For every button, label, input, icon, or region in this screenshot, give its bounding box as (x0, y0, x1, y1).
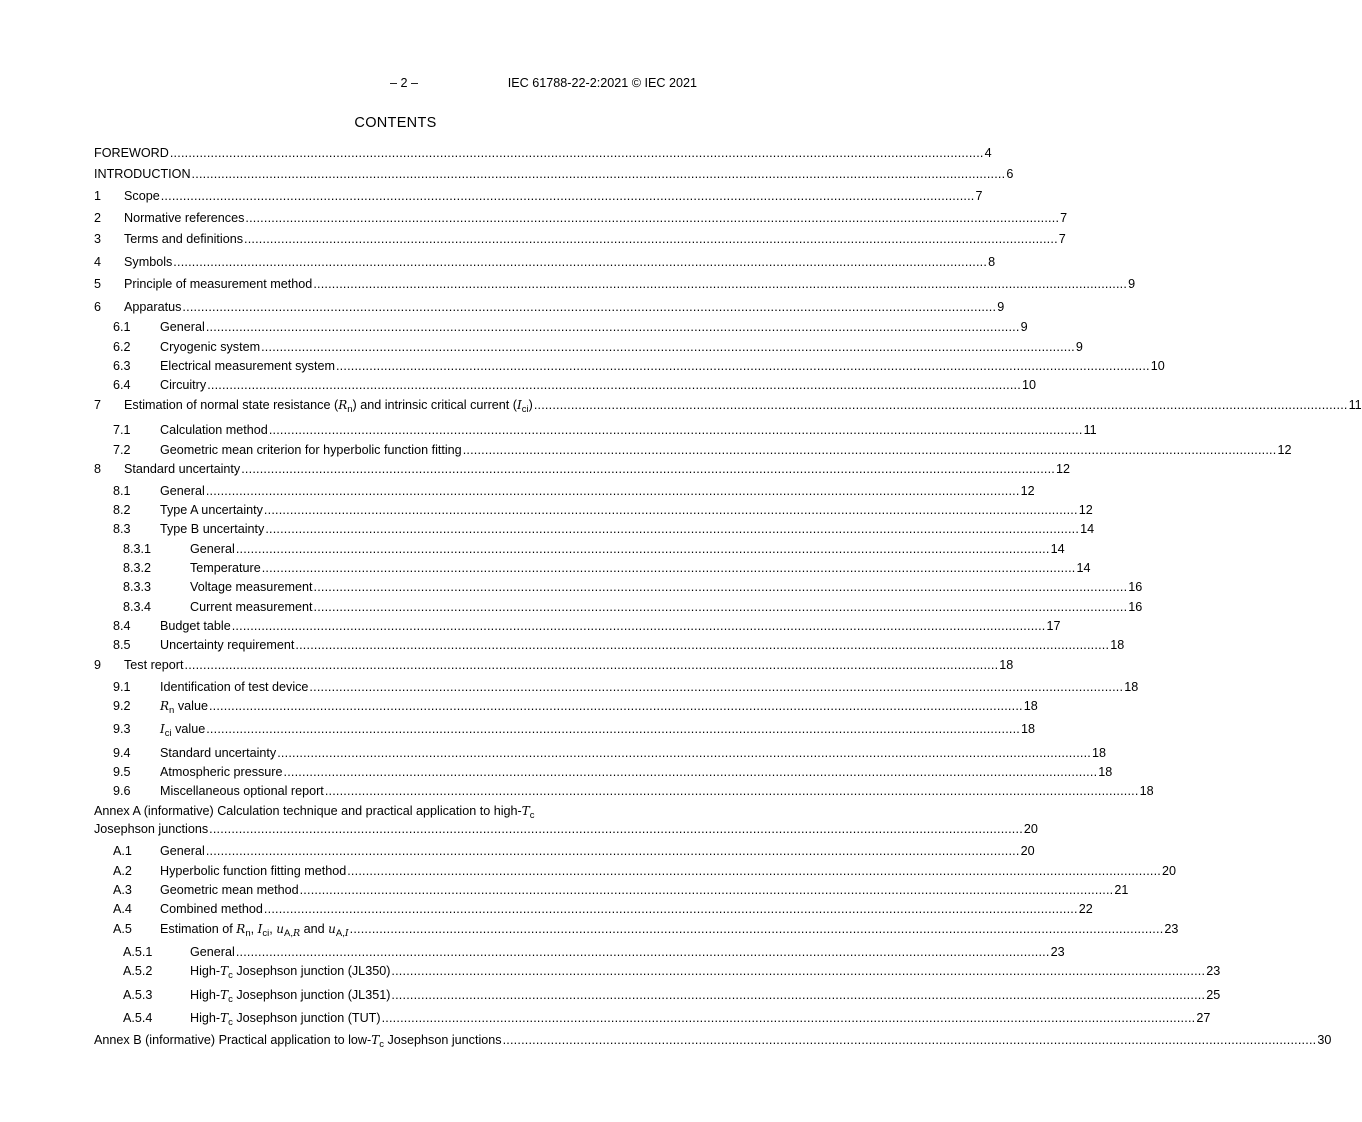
toc-entry-title: Principle of measurement method (124, 277, 313, 291)
toc-entry-number: 6.4 (113, 378, 131, 392)
toc-entry-title: Budget table (160, 619, 231, 633)
toc-entry[interactable] (94, 578, 1143, 596)
toc-entry[interactable] (94, 920, 1179, 939)
toc-entry-page: 12 (1056, 462, 1071, 476)
toc-dot-leader: ............................................................................................................................................................................................................................ (347, 864, 1161, 878)
toc-entry[interactable] (94, 144, 992, 162)
toc-entry[interactable] (94, 376, 1036, 394)
toc-entry[interactable] (94, 900, 1093, 918)
toc-entry-number: A.1 (113, 844, 132, 858)
toc-dot-leader: ............................................................................................................................................................................................................................ (391, 988, 1206, 1002)
toc-entry-number: 9 (94, 658, 102, 672)
toc-entry[interactable] (94, 165, 1014, 183)
toc-dot-leader: ............................................................................................................................................................................................................................ (209, 822, 1023, 836)
toc-entry-page: 9 (1020, 320, 1028, 334)
toc-entry-number: 8.3 (113, 522, 131, 536)
toc-entry-title: Josephson junctions (94, 822, 209, 836)
toc-entry-page: 18 (1124, 680, 1139, 694)
toc-dot-leader: ............................................................................................................................................................................................................................ (299, 883, 1114, 897)
toc-entry-title: Miscellaneous optional report (160, 784, 324, 798)
toc-entry-page: 11 (1348, 398, 1362, 412)
toc-entry-number: A.5.2 (123, 964, 153, 978)
toc-entry-title: Uncertainty requirement (160, 638, 295, 652)
toc-entry-page: 23 (1164, 922, 1179, 936)
toc-entry-number: 9.3 (113, 722, 131, 736)
toc-entry-page: 14 (1050, 542, 1065, 556)
toc-entry-page: 9 (1128, 277, 1136, 291)
toc-entry[interactable] (94, 986, 1221, 1005)
toc-entry-title: General (190, 542, 235, 556)
toc-entry[interactable] (94, 540, 1065, 558)
toc-entry-page: 18 (1021, 722, 1036, 736)
toc-entry-number: 7 (94, 398, 102, 412)
toc-entry-number: 6.1 (113, 320, 131, 334)
toc-entry[interactable] (94, 357, 1165, 375)
toc-entry-page: 6 (1006, 167, 1014, 181)
toc-entry-title: Type B uncertainty (160, 522, 265, 536)
toc-entry-title: $R_n$ value (160, 699, 208, 716)
toc-entry-number: 8.4 (113, 619, 131, 633)
toc-entry-number: 6 (94, 300, 102, 314)
toc-dot-leader: ............................................................................................................................................................................................................................ (184, 658, 999, 672)
toc-entry[interactable] (94, 230, 1066, 248)
toc-dot-leader: ............................................................................................................................................................................................................................ (295, 638, 1110, 652)
toc-entry-title: Voltage measurement (190, 580, 313, 594)
toc-entry-title: Standard uncertainty (124, 462, 241, 476)
toc-dot-leader: ............................................................................................................................................................................................................................ (208, 699, 1023, 713)
toc-entry-title: Geometric mean criterion for hyperbolic function fitting (160, 443, 462, 457)
toc-entry-page: 16 (1128, 600, 1143, 614)
toc-dot-leader: ............................................................................................................................................................................................................................ (206, 722, 1021, 736)
toc-entry-page: 14 (1080, 522, 1095, 536)
toc-entry-page: 21 (1114, 883, 1129, 897)
toc-entry-page: 9 (1075, 340, 1083, 354)
toc-entry-number: 8.3.1 (123, 542, 152, 556)
toc-entry-number: 7.2 (113, 443, 131, 457)
toc-dot-leader: ............................................................................................................................................................................................................................ (462, 443, 1277, 457)
toc-entry-page: 10 (1021, 378, 1036, 392)
toc-dot-leader: ............................................................................................................................................................................................................................ (182, 300, 997, 314)
toc-entry[interactable] (94, 482, 1035, 500)
toc-entry-page: 8 (988, 255, 996, 269)
toc-dot-leader: ............................................................................................................................................................................................................................ (261, 561, 1076, 575)
toc-entry-page: 20 (1023, 822, 1038, 836)
toc-entry-number: A.5.1 (123, 945, 153, 959)
page-number: – 2 – (390, 76, 419, 90)
toc-entry-page: 25 (1206, 988, 1221, 1002)
toc-entry-page: 18 (1139, 784, 1154, 798)
toc-entry-page: 11 (1083, 423, 1097, 437)
toc-entry-title: Terms and definitions (124, 232, 244, 246)
toc-entry[interactable] (94, 656, 1014, 674)
toc-entry-number: 8.2 (113, 503, 131, 517)
toc-entry[interactable] (94, 559, 1091, 577)
toc-entry[interactable] (94, 275, 1136, 293)
toc-entry-title: Annex B (informative) Practical application to low-$T_c$ Josephson junctions (94, 1033, 502, 1050)
toc-dot-leader: ............................................................................................................................................................................................................................ (263, 503, 1078, 517)
toc-entry-title: Apparatus (124, 300, 182, 314)
toc-entry-page: 10 (1150, 359, 1165, 373)
toc-entry-title: Estimation of $R_n$, $I_{ci}$, $u_{A,R}$ and $u_{A,I}$ (160, 922, 349, 939)
toc-dot-leader: ............................................................................................................................................................................................................................ (283, 765, 1098, 779)
toc-dot-leader: ............................................................................................................................................................................................................................ (533, 398, 1348, 412)
toc-dot-leader: ............................................................................................................................................................................................................................ (381, 1011, 1196, 1025)
toc-entry-title: Temperature (190, 561, 261, 575)
toc-entry[interactable] (94, 460, 1071, 478)
toc-dot-leader: ............................................................................................................................................................................................................................ (313, 277, 1128, 291)
toc-entry-page: 14 (1076, 561, 1091, 575)
toc-entry-number: A.4 (113, 902, 132, 916)
toc-entry-title: General (160, 844, 205, 858)
toc-entry-page: 16 (1128, 580, 1143, 594)
toc-dot-leader: ............................................................................................................................................................................................................................ (205, 844, 1020, 858)
toc-entry-number: A.5.3 (123, 988, 153, 1002)
toc-entry[interactable] (94, 842, 1035, 860)
toc-entry-number: 6.2 (113, 340, 131, 354)
toc-entry-number: 8.5 (113, 638, 131, 652)
toc-entry[interactable] (94, 441, 1292, 459)
toc-entry[interactable] (94, 720, 1036, 739)
toc-entry-page: 18 (1110, 638, 1125, 652)
toc-entry-page: 18 (1098, 765, 1113, 779)
toc-entry[interactable] (94, 881, 1129, 899)
toc-entry-number: 7.1 (113, 423, 131, 437)
toc-entry-number: 9.6 (113, 784, 131, 798)
toc-entry-number: 9.1 (113, 680, 131, 694)
toc-entry-title: High-$T_c$ Josephson junction (TUT) (190, 1011, 381, 1028)
toc-entry[interactable] (94, 962, 1221, 981)
toc-entry-number: 8.3.2 (123, 561, 152, 575)
toc-entry[interactable] (94, 209, 1068, 227)
toc-entry-number: 8.3.3 (123, 580, 152, 594)
toc-entry-page: 20 (1020, 844, 1035, 858)
toc-entry-title: High-$T_c$ Josephson junction (JL350) (190, 964, 391, 981)
toc-dot-leader: ............................................................................................................................................................................................................................ (173, 255, 988, 269)
toc-entry-page: 18 (1023, 699, 1038, 713)
toc-entry-number: 9.5 (113, 765, 131, 779)
toc-entry-title: Estimation of normal state resistance $(R_n)$ and intrinsic critical current $(I_{ci})$ (124, 398, 533, 415)
toc-entry[interactable] (94, 943, 1065, 961)
toc-entry[interactable] (94, 697, 1038, 716)
toc-dot-leader: ............................................................................................................................................................................................................................ (235, 542, 1050, 556)
toc-dot-leader: ............................................................................................................................................................................................................................ (313, 600, 1128, 614)
toc-dot-leader: ............................................................................................................................................................................................................................ (313, 580, 1128, 594)
toc-entry-page: 22 (1078, 902, 1093, 916)
toc-entry-number: 9.2 (113, 699, 131, 713)
toc-dot-leader: ............................................................................................................................................................................................................................ (241, 462, 1055, 476)
toc-dot-leader: ............................................................................................................................................................................................................................ (349, 922, 1164, 936)
toc-dot-leader: ............................................................................................................................................................................................................................ (502, 1033, 1317, 1047)
toc-entry-page: 30 (1317, 1033, 1332, 1047)
toc-entry-title: General (160, 484, 205, 498)
toc-entry[interactable] (94, 421, 1097, 439)
toc-entry[interactable] (94, 1009, 1211, 1028)
toc-dot-leader: ............................................................................................................................................................................................................................ (335, 359, 1150, 373)
toc-dot-leader: ............................................................................................................................................................................................................................ (207, 378, 1021, 392)
toc-dot-leader: ............................................................................................................................................................................................................................ (231, 619, 1046, 633)
toc-entry-page: 9 (997, 300, 1005, 314)
toc-entry-number: A.5.4 (123, 1011, 153, 1025)
toc-entry-page: 7 (1058, 232, 1066, 246)
toc-entry-number: 8 (94, 462, 102, 476)
toc-entry-title: Electrical measurement system (160, 359, 335, 373)
toc-entry-title: Identification of test device (160, 680, 309, 694)
toc-entry-title: Calculation method (160, 423, 268, 437)
toc-entry-page: 23 (1206, 964, 1221, 978)
toc-dot-leader: ............................................................................................................................................................................................................................ (169, 146, 984, 160)
toc-entry[interactable] (94, 744, 1107, 762)
toc-entry[interactable] (94, 782, 1154, 800)
toc-entry-number: 8.3.4 (123, 600, 152, 614)
toc-dot-leader: ............................................................................................................................................................................................................................ (244, 232, 1058, 246)
toc-entry[interactable] (94, 802, 1038, 836)
toc-dot-leader: ............................................................................................................................................................................................................................ (235, 945, 1050, 959)
toc-entry[interactable] (94, 636, 1125, 654)
toc-entry-number: 1 (94, 189, 102, 203)
toc-entry-number: 8.1 (113, 484, 131, 498)
toc-entry-title-first-line: Annex A (informative) Calculation technique and practical application to high-$T_c$ (94, 804, 535, 821)
toc-entry[interactable] (94, 617, 1061, 635)
toc-entry-page: 7 (1060, 211, 1068, 225)
toc-entry[interactable] (94, 338, 1083, 356)
toc-entry-page: 17 (1046, 619, 1061, 633)
toc-entry-title: Test report (124, 658, 184, 672)
contents-title: CONTENTS (354, 115, 437, 131)
toc-entry-page: 7 (975, 189, 983, 203)
toc-entry-page: 18 (999, 658, 1014, 672)
toc-dot-leader: ............................................................................................................................................................................................................................ (391, 964, 1206, 978)
toc-dot-leader: ............................................................................................................................................................................................................................ (268, 423, 1083, 437)
toc-entry-number: 4 (94, 255, 102, 269)
toc-entry-title: Symbols (124, 255, 173, 269)
toc-entry-title: General (160, 320, 205, 334)
toc-entry[interactable] (94, 598, 1143, 616)
toc-entry[interactable] (94, 187, 983, 205)
toc-entry-title: Standard uncertainty (160, 746, 277, 760)
toc-entry-title: High-$T_c$ Josephson junction (JL351) (190, 988, 391, 1005)
toc-entry-number: A.2 (113, 864, 132, 878)
toc-entry-page: 18 (1092, 746, 1107, 760)
toc-entry-number: 3 (94, 232, 102, 246)
toc-entry-page: 4 (984, 146, 992, 160)
toc-entry-page: 20 (1162, 864, 1177, 878)
toc-dot-leader: ............................................................................................................................................................................................................................ (261, 340, 1075, 354)
toc-entry[interactable] (94, 678, 1139, 696)
toc-entry[interactable] (94, 298, 1005, 316)
toc-dot-leader: ............................................................................................................................................................................................................................ (205, 484, 1020, 498)
toc-entry-page: 12 (1277, 443, 1292, 457)
toc-dot-leader: ............................................................................................................................................................................................................................ (324, 784, 1139, 798)
toc-entry-page: 23 (1050, 945, 1065, 959)
toc-entry-page: 12 (1078, 503, 1093, 517)
toc-entry-title: Combined method (160, 902, 263, 916)
toc-dot-leader: ............................................................................................................................................................................................................................ (205, 320, 1020, 334)
toc-entry-title: Scope (124, 189, 160, 203)
toc-entry-page: 12 (1020, 484, 1035, 498)
toc-entry-title: Current measurement (190, 600, 313, 614)
toc-entry[interactable] (94, 862, 1177, 880)
toc-entry-title: Normative references (124, 211, 245, 225)
toc-entry[interactable] (94, 763, 1113, 781)
toc-entry-number: A.3 (113, 883, 132, 897)
toc-entry-title: INTRODUCTION (94, 167, 191, 181)
toc-entry-page: 27 (1196, 1011, 1211, 1025)
toc-entry-number: A.5 (113, 922, 132, 936)
toc-dot-leader: ............................................................................................................................................................................................................................ (277, 746, 1091, 760)
toc-entry[interactable] (94, 318, 1028, 336)
toc-entry-number: 6.3 (113, 359, 131, 373)
toc-entry-title: Type A uncertainty (160, 503, 263, 517)
toc-entry-title: Hyperbolic function fitting method (160, 864, 347, 878)
toc-dot-leader: ............................................................................................................................................................................................................................ (265, 522, 1080, 536)
toc-entry[interactable] (94, 253, 996, 271)
toc-entry-number: 5 (94, 277, 102, 291)
toc-entry[interactable] (94, 1031, 1332, 1050)
toc-entry-title: Circuitry (160, 378, 207, 392)
toc-entry-title: $I_{ci}$ value (160, 722, 206, 739)
toc-entry-title: FOREWORD (94, 146, 169, 160)
toc-dot-leader: ............................................................................................................................................................................................................................ (245, 211, 1060, 225)
toc-entry-title: Cryogenic system (160, 340, 261, 354)
toc-dot-leader: ............................................................................................................................................................................................................................ (309, 680, 1124, 694)
toc-dot-leader: ............................................................................................................................................................................................................................ (160, 189, 975, 203)
toc-entry[interactable] (94, 520, 1095, 538)
toc-dot-leader: ............................................................................................................................................................................................................................ (263, 902, 1078, 916)
toc-dot-leader: ............................................................................................................................................................................................................................ (191, 167, 1006, 181)
toc-entry-number: 9.4 (113, 746, 131, 760)
document-reference: IEC 61788-22-2:2021 © IEC 2021 (507, 76, 697, 90)
toc-entry-title: General (190, 945, 235, 959)
toc-entry-title: Atmospheric pressure (160, 765, 283, 779)
toc-entry[interactable] (94, 396, 1362, 415)
toc-entry-number: 2 (94, 211, 102, 225)
toc-entry[interactable] (94, 501, 1093, 519)
toc-entry-title: Geometric mean method (160, 883, 299, 897)
